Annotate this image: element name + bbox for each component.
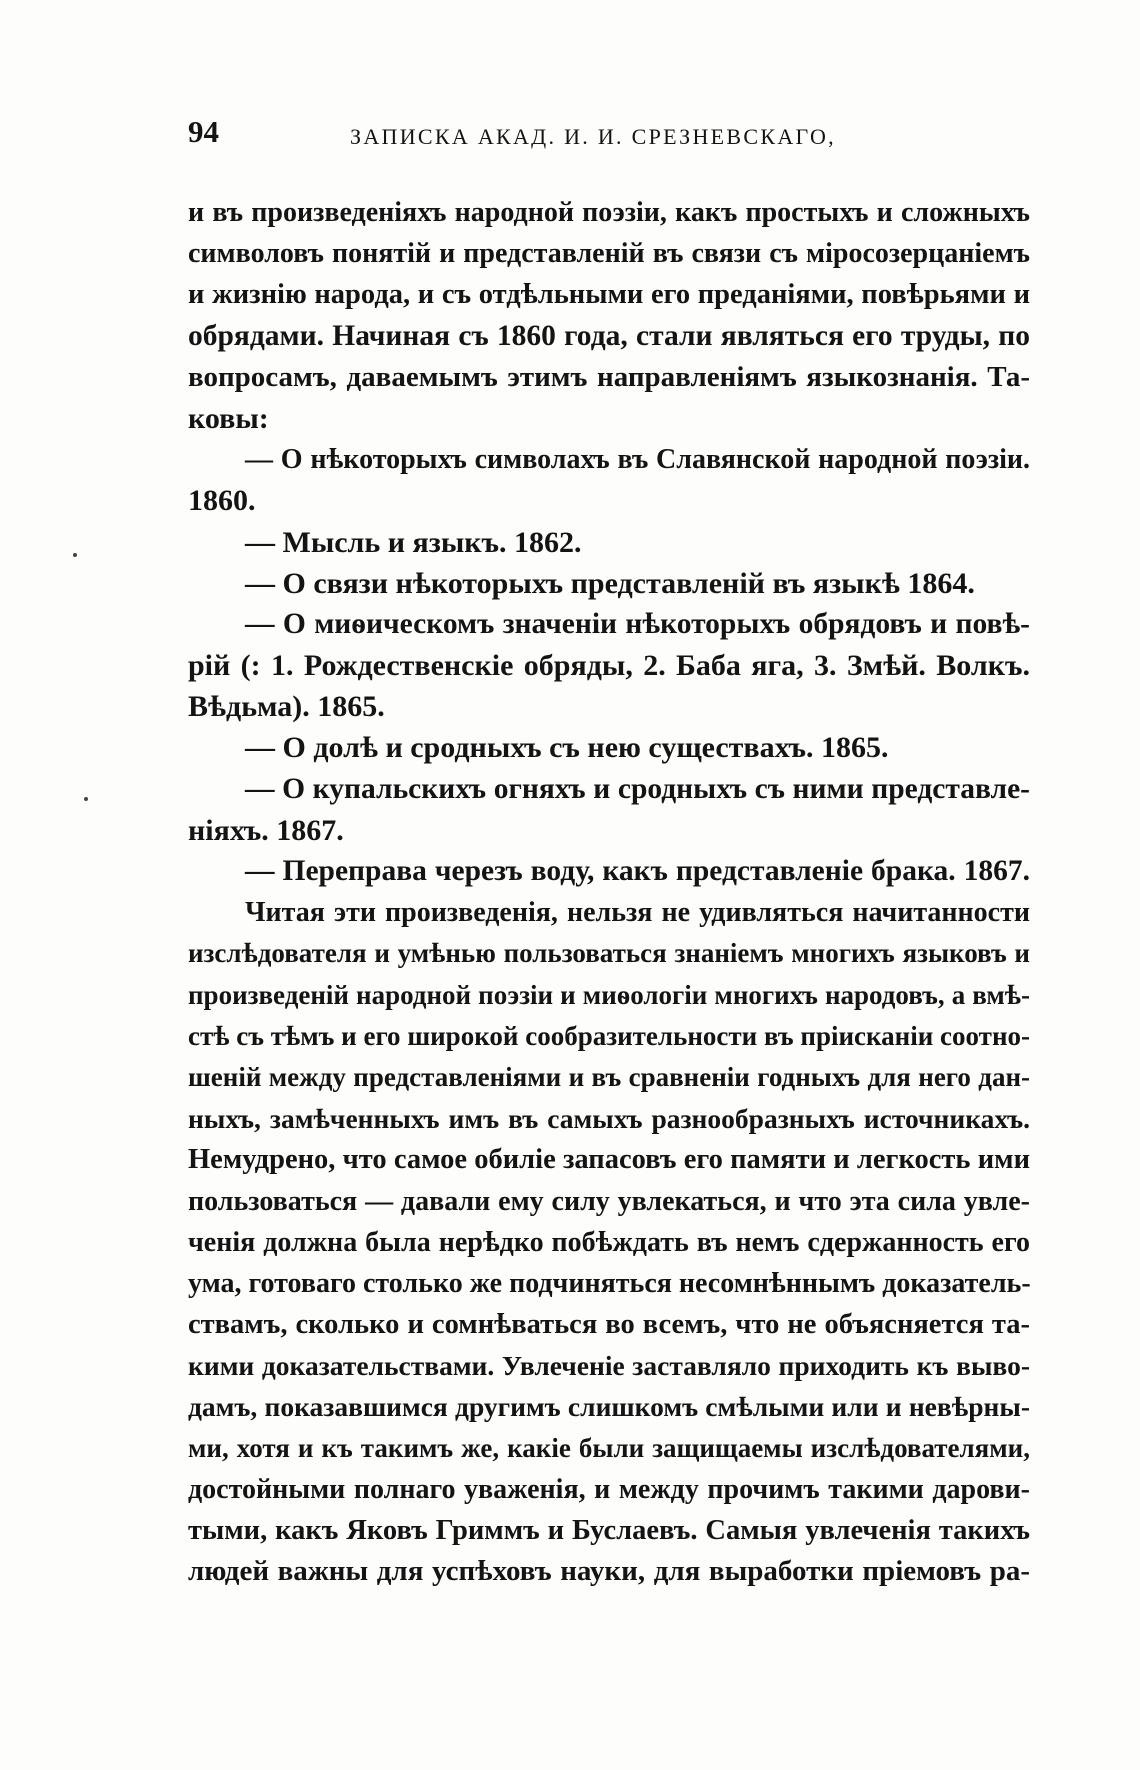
text-line: ніяхъ. 1867. (188, 813, 344, 847)
text-line: стѣ съ тѣмъ и его широкой сообразительности въ пріисканіи соотно- (188, 1020, 1030, 1051)
running-head: ЗАПИСКА АКАД. И. И. СРЕЗНЕВСКАГО, (350, 124, 836, 149)
text-line: Вѣдьма). 1865. (188, 690, 385, 724)
text-line: достойными полнаго уваженія, и между прочимъ такими дарови- (188, 1473, 1030, 1505)
text-line: вопросамъ, даваемымъ этимъ направленіямъ языкознанія. Та- (188, 360, 1030, 393)
text-line: ми, хотя и къ такимъ же, какіе были защищаемы изслѣдователями, (188, 1432, 1030, 1463)
list-item-line: — Мысль и языкъ. 1862. (245, 525, 582, 559)
page-number: 94 (188, 114, 219, 149)
text-line: ковы: (188, 401, 269, 435)
text-line: изслѣдователя и умѣнью пользоваться знаніемъ многихъ языковъ и (188, 938, 1030, 969)
text-line: ченія должна была нерѣдко побѣждать въ немъ сдержанность его (188, 1226, 1030, 1258)
text-line: ума, готоваго столько же подчиняться несомнѣннымъ доказатель- (188, 1267, 1031, 1299)
text-line: дамъ, показавшимся другимъ слишкомъ смѣлыми или и невѣрны- (188, 1391, 1030, 1423)
text-line: рій (: 1. Рождественскіе обряды, 2. Баба яга, 3. Змѣй. Волкъ. (188, 649, 1030, 683)
text-line: и въ произведеніяхъ народной поэзіи, какъ простыхъ и сложныхъ (188, 197, 1030, 228)
text-line: произведеній народной поэзіи и миѳологіи многихъ народовъ, а вмѣ- (188, 979, 1030, 1010)
list-item-line: — О купальскихъ огняхъ и сродныхъ съ ними представле- (245, 772, 1030, 805)
list-item-line: — О миѳическомъ значеніи нѣкоторыхъ обрядовъ и повѣ- (245, 607, 1030, 640)
text-line: и жизнію народа, и съ отдѣльными его преданіями, повѣрьями и (188, 279, 1030, 311)
text-line: символовъ понятій и представленій въ связи съ міросозерцаніемъ (188, 238, 1030, 270)
list-item-line: — О нѣкоторыхъ символахъ въ Славянской народной поэзіи. (245, 444, 1030, 476)
paragraph-first-line: Читая эти произведенія, нельзя не удивляться начитанности (245, 897, 1030, 929)
list-item-line: — О долѣ и сродныхъ съ нею существахъ. 1865. (245, 731, 889, 765)
margin-speck (84, 797, 88, 801)
body-text (188, 192, 1030, 1592)
text-line: обрядами. Начиная съ 1860 года, стали являться его труды, по (188, 319, 1030, 352)
text-line: людей важны для успѣховъ науки, для выработки пріемовъ ра- (188, 1555, 1030, 1588)
text-line: 1860. (188, 484, 256, 518)
text-line: пользоваться — давали ему силу увлекаться, и что эта сила увле- (188, 1185, 1030, 1217)
text-line: кими доказательствами. Увлеченіе заставляло приходить къ выво- (188, 1350, 1030, 1382)
page-header (188, 114, 1030, 158)
text-line: ныхъ, замѣченныхъ имъ въ самыхъ разнообразныхъ источникахъ. (188, 1103, 1030, 1135)
text-line: ствамъ, сколько и сомнѣваться во всемъ, что не объясняется та- (188, 1309, 1030, 1341)
text-line: Немудрено, что самое обиліе запасовъ его памяти и легкость ими (188, 1144, 1030, 1176)
text-line: шеній между представленіями и въ сравненіи годныхъ для него дан- (188, 1061, 1030, 1092)
list-item-line: — О связи нѣкоторыхъ представленій въ языкѣ 1864. (245, 566, 975, 600)
text-line: тыми, какъ Яковъ Гриммъ и Буслаевъ. Самыя увлеченія такихъ (188, 1515, 1030, 1546)
margin-speck (73, 553, 77, 557)
list-item-line: — Переправа черезъ воду, какъ представленіе брака. 1867. (245, 855, 1030, 887)
